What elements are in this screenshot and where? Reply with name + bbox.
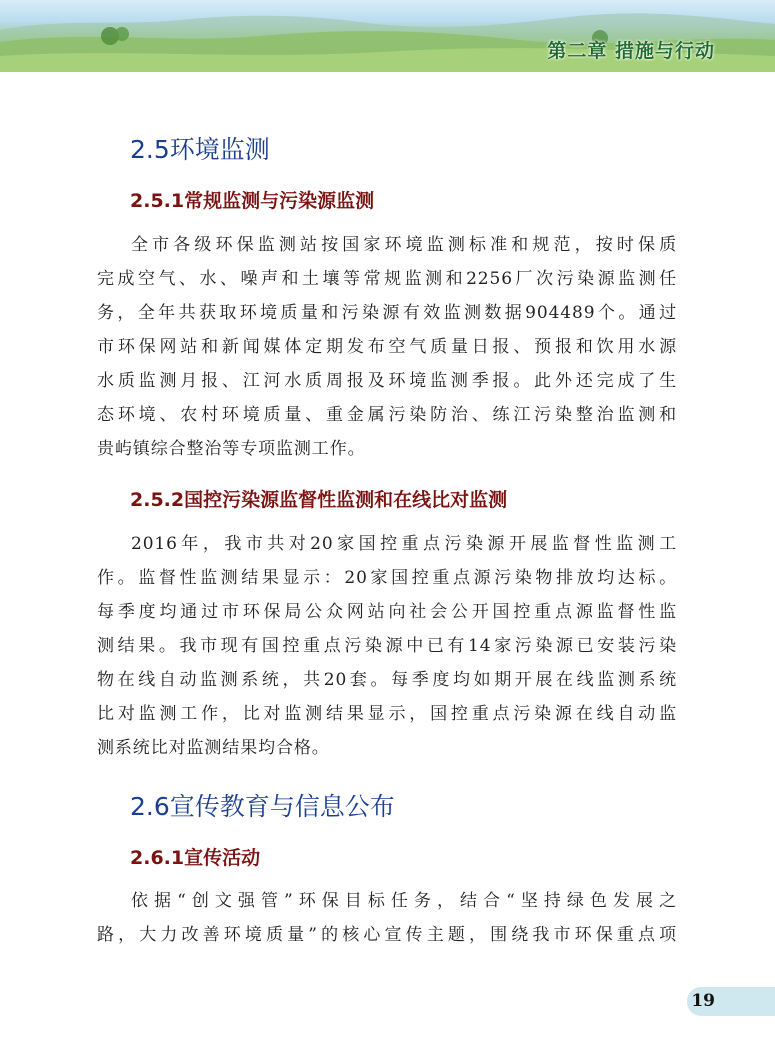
subsection-heading-2-5-1: 2.5.1常规监测与污染源监测 [130,190,375,212]
paragraph-line: 完成空气、水、噪声和土壤等常规监测和2256厂次污染源监测任 [97,269,677,289]
paragraph-line: 水质监测月报、江河水质周报及环境监测季报。此外还完成了生 [97,371,677,391]
chapter-title: 第二章 措施与行动 [547,40,715,62]
paragraph-line: 测结果。我市现有国控重点污染源中已有14家污染源已安装污染 [97,636,677,656]
subsection-heading-2-6-1: 2.6.1宣传活动 [130,847,261,869]
paragraph-line: 2016年，我市共对20家国控重点污染源开展监督性监测工 [131,534,677,554]
subsection-heading-2-5-2: 2.5.2国控污染源监督性监测和在线比对监测 [130,489,508,511]
paragraph-line: 每季度均通过市环保局公众网站向社会公开国控重点源监督性监 [97,602,677,622]
paragraph-line: 全市各级环保监测站按国家环境监测标准和规范，按时保质 [131,235,677,255]
paragraph-line: 市环保网站和新闻媒体定期发布空气质量日报、预报和饮用水源 [97,337,677,357]
paragraph-line: 测系统比对监测结果均合格。 [97,738,330,758]
paragraph-2-5-1 [97,228,677,466]
paragraph-line: 务，全年共获取环境质量和污染源有效监测数据904489个。通过 [97,303,677,323]
paragraph-line: 作。监督性监测结果显示：20家国控重点源污染物排放均达标。 [97,568,677,588]
section-heading-2-6: 2.6宣传教育与信息公布 [130,792,395,821]
paragraph-line: 物在线自动监测系统，共20套。每季度均如期开展在线监测系统 [97,670,677,690]
paragraph-line: 贵屿镇综合整治等专项监测工作。 [97,439,366,459]
paragraph-2-6-1 [97,884,677,952]
page-number: 19 [691,991,715,1011]
header-banner [0,0,775,72]
paragraph-line: 态环境、农村环境质量、重金属污染防治、练江污染整治监测和 [97,405,677,425]
section-heading-2-5: 2.5环境监测 [130,135,270,164]
paragraph-line: 路，大力改善环境质量”的核心宣传主题，围绕我市环保重点项 [97,925,677,945]
paragraph-line: 依据“创文强管”环保目标任务，结合“坚持绿色发展之 [131,891,677,911]
paragraph-2-5-2 [97,527,677,765]
paragraph-line: 比对监测工作，比对监测结果显示，国控重点污染源在线自动监 [97,704,677,724]
